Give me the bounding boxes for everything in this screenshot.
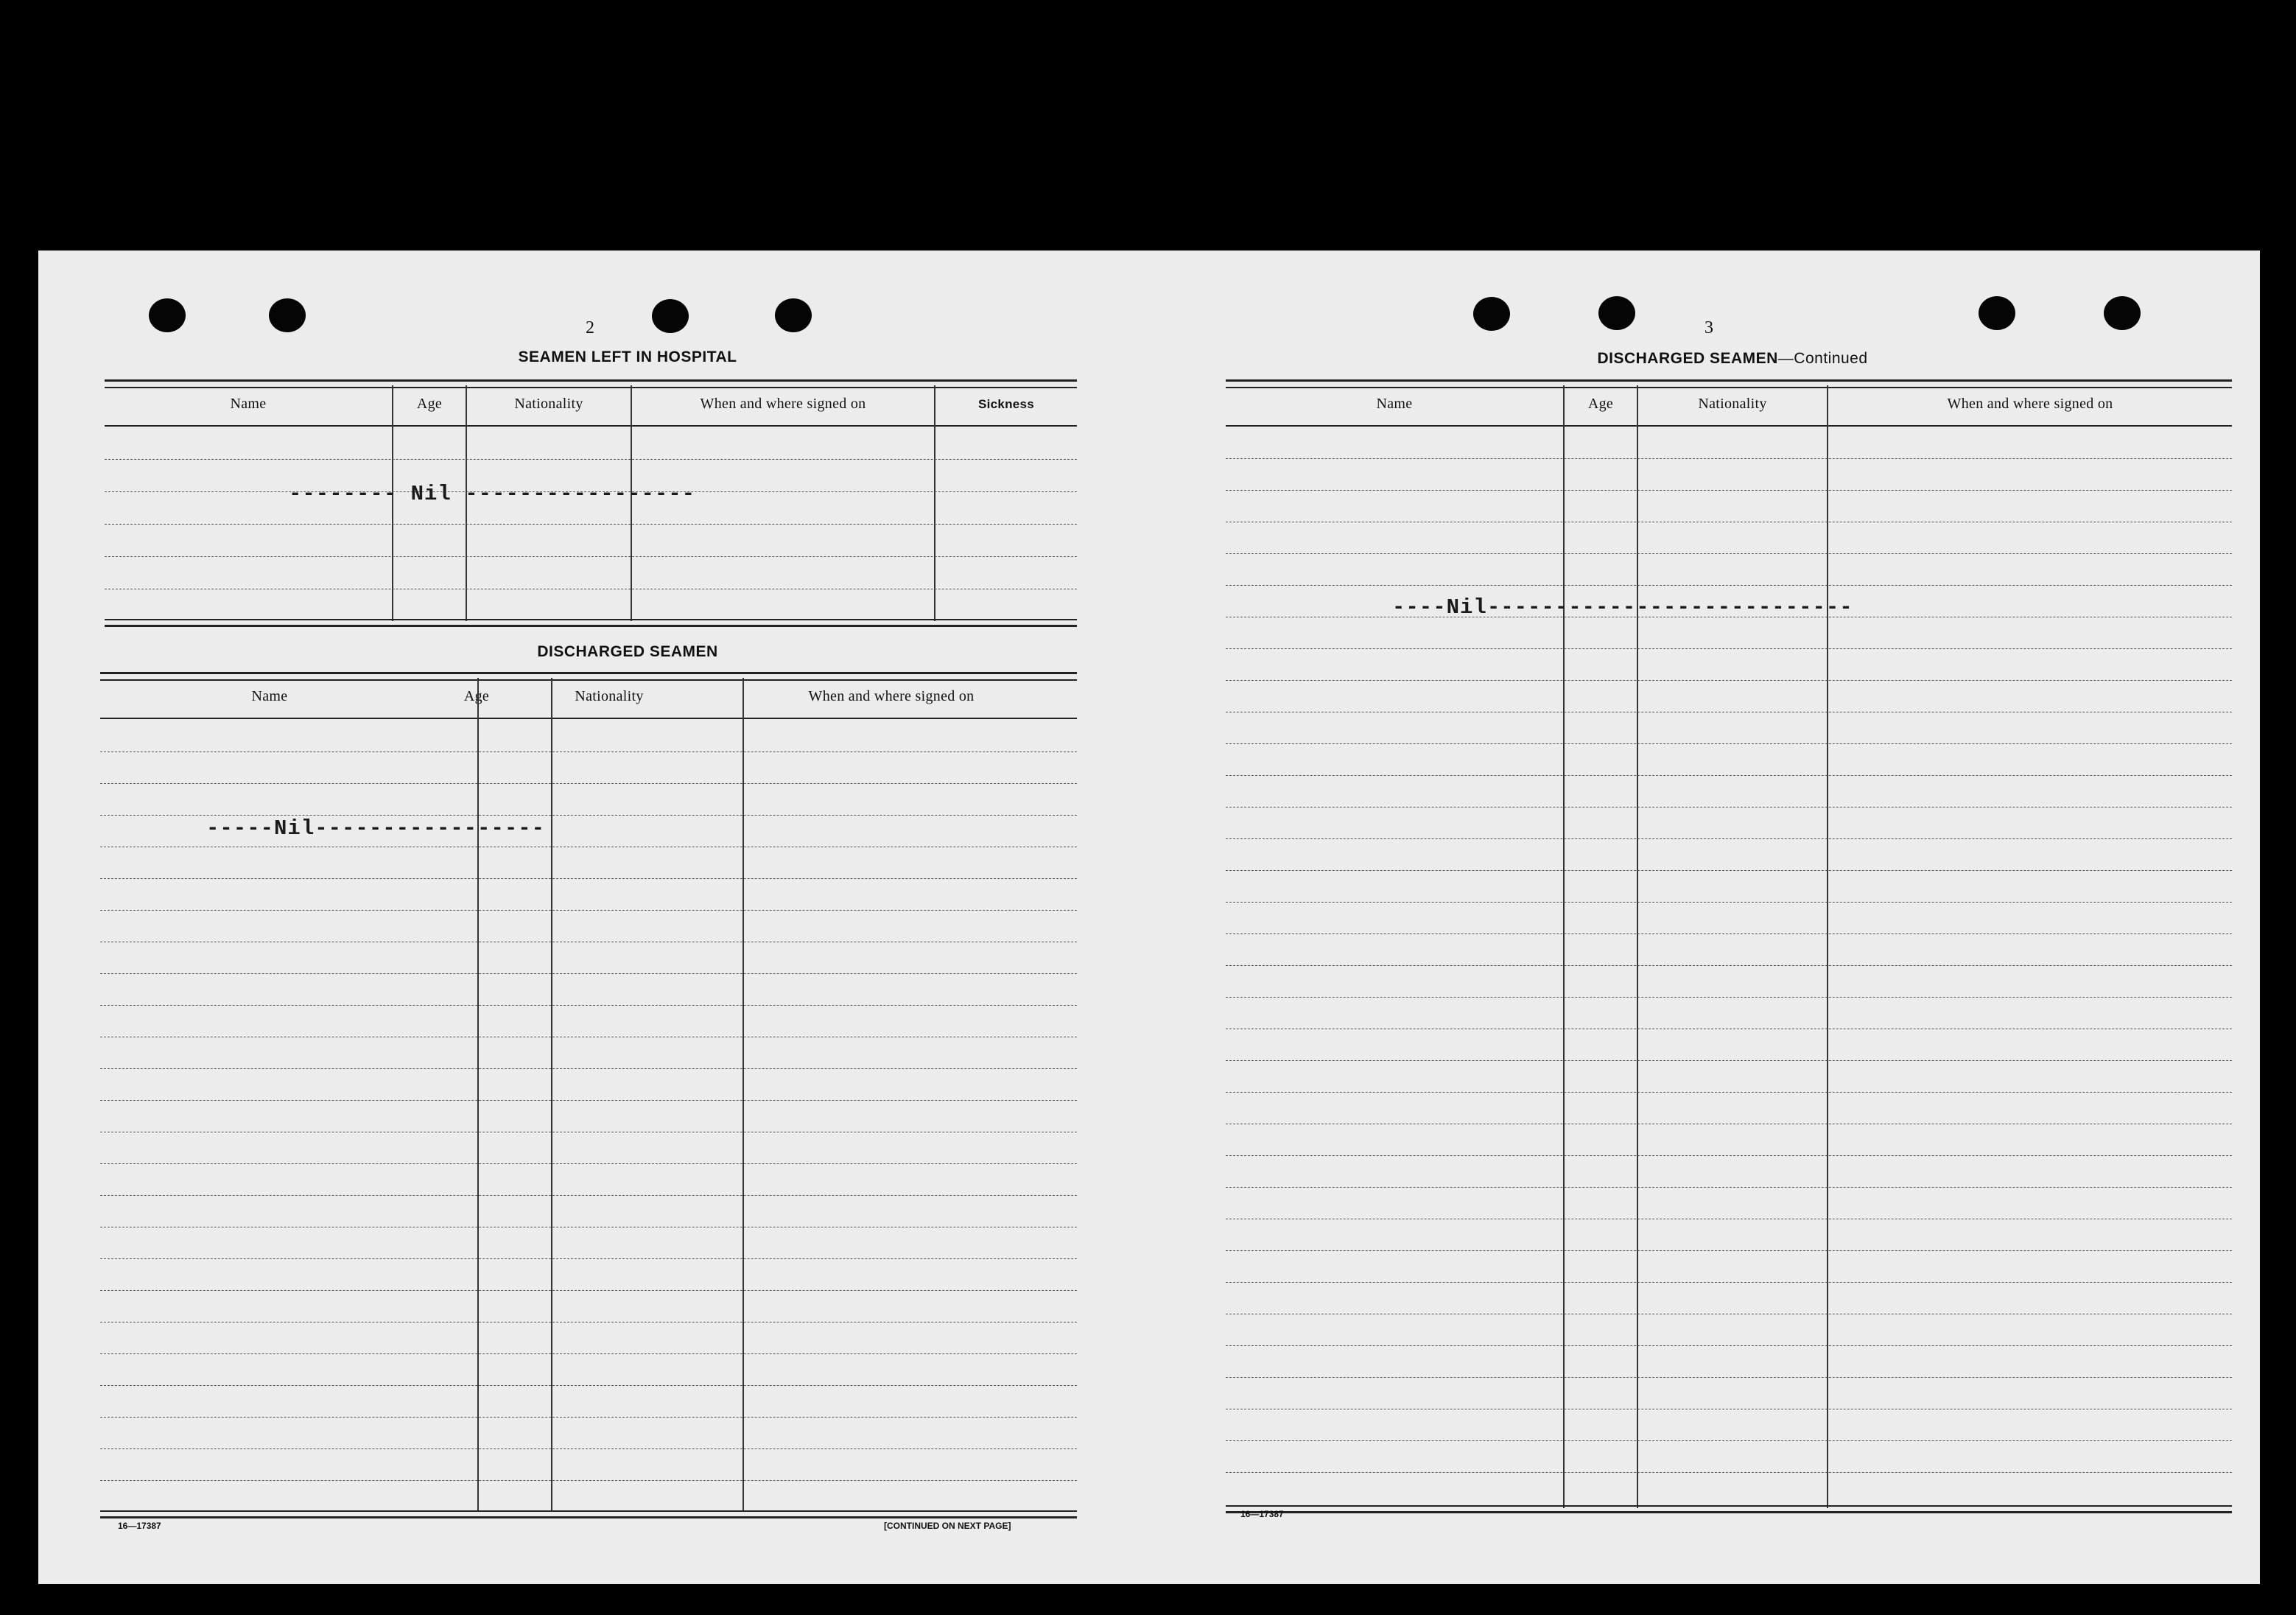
- hospital-nil-entry: -------- Nil -----------------: [289, 482, 696, 506]
- col-header-age: Age: [463, 688, 490, 704]
- table-row: [100, 1385, 1077, 1386]
- punch-hole: [775, 298, 812, 332]
- punch-hole: [1979, 296, 2015, 330]
- section-title-text: DISCHARGED SEAMEN: [1597, 350, 1778, 367]
- header-underline: [100, 718, 1077, 719]
- column-divider: [477, 678, 479, 1512]
- col-header-nationality: Nationality: [1698, 396, 1767, 412]
- table-row: [1226, 648, 2232, 649]
- table-row: [1226, 680, 2232, 681]
- table-top-rule: [105, 379, 1077, 388]
- table-row: [1226, 553, 2232, 554]
- table-row: [1226, 490, 2232, 491]
- hospital-section-title: SEAMEN LEFT IN HOSPITAL: [518, 348, 737, 365]
- table-row: [1226, 585, 2232, 586]
- table-row: [1226, 997, 2232, 998]
- discharged-table-left: [100, 672, 1077, 1519]
- col-header-name: Name: [1376, 396, 1413, 412]
- column-divider: [551, 678, 552, 1512]
- section-title-suffix: —Continued: [1777, 350, 1868, 367]
- table-row: [100, 1068, 1077, 1069]
- col-header-name: Name: [230, 396, 267, 412]
- continued-note: [CONTINUED ON NEXT PAGE]: [884, 1521, 1011, 1531]
- table-row: [1226, 965, 2232, 966]
- page-number: 2: [586, 318, 594, 337]
- table-top-rule: [1226, 379, 2232, 388]
- table-row: [1226, 1377, 2232, 1378]
- table-bottom-rule: [1226, 1505, 2232, 1513]
- table-row: [1226, 1092, 2232, 1093]
- table-row: [100, 1417, 1077, 1418]
- table-row: [105, 524, 1077, 525]
- discharged-section-title: DISCHARGED SEAMEN: [537, 643, 718, 660]
- table-row: [100, 1195, 1077, 1196]
- table-bottom-rule: [100, 1510, 1077, 1518]
- discharged-continued-nil-entry: ----Nil---------------------------: [1392, 595, 1853, 620]
- discharged-table-right: [1226, 379, 2232, 1516]
- table-row: [100, 783, 1077, 784]
- table-row: [1226, 775, 2232, 776]
- table-row: [100, 1480, 1077, 1481]
- table-row: [1226, 1345, 2232, 1346]
- table-row: [105, 556, 1077, 557]
- punch-hole: [269, 298, 306, 332]
- table-row: [1226, 1282, 2232, 1283]
- table-row: [1226, 458, 2232, 459]
- col-header-nationality: Nationality: [514, 396, 583, 412]
- table-row: [1226, 870, 2232, 871]
- table-row: [100, 878, 1077, 879]
- page-number: 3: [1705, 318, 1713, 337]
- form-number: 16—17387: [118, 1521, 161, 1531]
- column-divider: [934, 385, 935, 621]
- table-row: [1226, 1472, 2232, 1473]
- discharged-continued-title: [1475, 350, 1990, 368]
- table-row: [100, 1448, 1077, 1449]
- col-header-name: Name: [251, 688, 288, 704]
- punch-hole: [652, 299, 689, 333]
- col-header-sickness: Sickness: [977, 397, 1035, 411]
- table-row: [1226, 1155, 2232, 1156]
- table-row: [100, 973, 1077, 974]
- table-row: [1226, 1060, 2232, 1061]
- table-row: [1226, 902, 2232, 903]
- header-underline: [1226, 425, 2232, 427]
- punch-hole: [149, 298, 186, 332]
- col-header-signed-on: When and where signed on: [700, 396, 866, 412]
- table-row: [1226, 838, 2232, 839]
- table-row: [100, 815, 1077, 816]
- discharged-nil-entry: -----Nil-----------------: [206, 816, 546, 841]
- form-number: 16—17387: [1240, 1509, 1284, 1519]
- punch-hole: [1598, 296, 1635, 330]
- table-bottom-rule: [105, 619, 1077, 627]
- table-row: [100, 1163, 1077, 1164]
- table-row: [100, 1353, 1077, 1354]
- punch-hole: [2104, 296, 2141, 330]
- table-row: [100, 1322, 1077, 1323]
- col-header-signed-on: When and where signed on: [808, 688, 975, 704]
- col-header-nationality: Nationality: [575, 688, 644, 704]
- table-row: [1226, 933, 2232, 934]
- table-row: [1226, 1250, 2232, 1251]
- table-row: [100, 1258, 1077, 1259]
- col-header-age: Age: [416, 396, 443, 412]
- table-row: [1226, 743, 2232, 744]
- header-underline: [105, 425, 1077, 427]
- table-row: [1226, 1187, 2232, 1188]
- table-top-rule: [100, 672, 1077, 681]
- col-header-signed-on: When and where signed on: [1947, 396, 2113, 412]
- column-divider: [742, 678, 744, 1512]
- table-row: [1226, 1440, 2232, 1441]
- table-row: [1226, 807, 2232, 808]
- table-row: [100, 1290, 1077, 1291]
- col-header-age: Age: [1587, 396, 1614, 412]
- table-row: [100, 910, 1077, 911]
- ledger-sheet: [38, 251, 2260, 1584]
- table-row: [100, 1005, 1077, 1006]
- table-row: [100, 1100, 1077, 1101]
- table-row: [105, 459, 1077, 460]
- punch-hole: [1473, 297, 1510, 331]
